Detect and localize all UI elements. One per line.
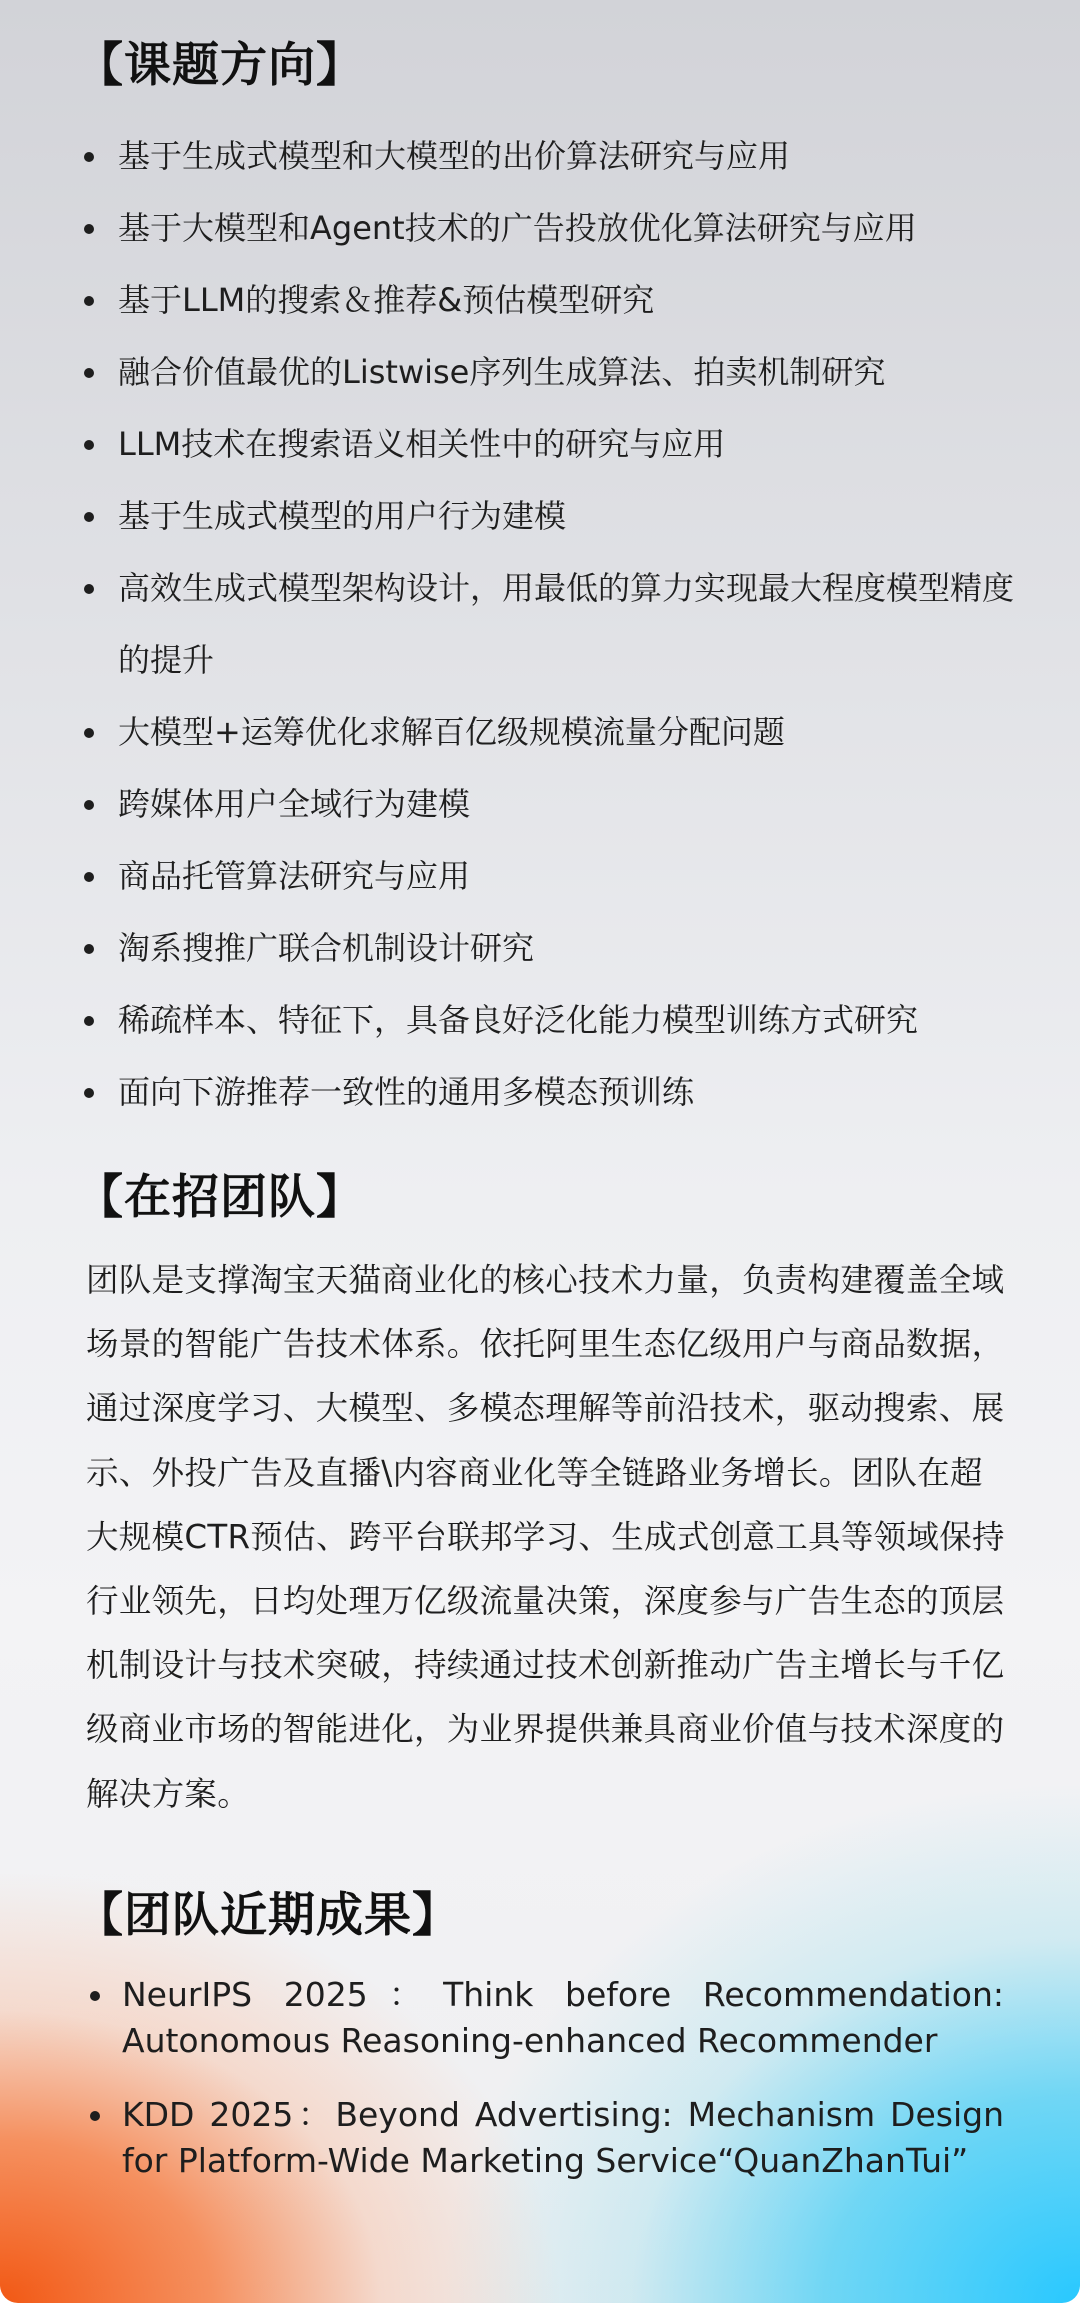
list-item: NeurIPS 2025：Think before Recommendation: Autonomous Reasoning-enhanced Recommender xyxy=(0,1972,1080,2064)
list-item: 高效生成式模型架构设计，用最低的算力实现最大程度模型精度的提升 xyxy=(0,552,1080,696)
list-item: 面向下游推荐一致性的通用多模态预训练 xyxy=(0,1056,1080,1128)
list-item: 淘系搜推广联合机制设计研究 xyxy=(0,912,1080,984)
list-item: 大模型+运筹优化求解百亿级规模流量分配问题 xyxy=(0,696,1080,768)
list-item: 稀疏样本、特征下，具备良好泛化能力模型训练方式研究 xyxy=(0,984,1080,1056)
list-item: LLM技术在搜索语义相关性中的研究与应用 xyxy=(0,408,1080,480)
achievements-list xyxy=(0,1972,1080,2212)
list-item: 跨媒体用户全域行为建模 xyxy=(0,768,1080,840)
team-title: 【在招团队】 xyxy=(76,1170,364,1225)
list-item: KDD 2025：Beyond Advertising: Mechanism Design for Platform-Wide Marketing Service“QuanZhanTui” xyxy=(0,2092,1080,2184)
achievements-title: 【团队近期成果】 xyxy=(76,1888,460,1943)
list-item: 商品托管算法研究与应用 xyxy=(0,840,1080,912)
topics-list xyxy=(0,120,1080,1128)
list-item: 基于生成式模型的用户行为建模 xyxy=(0,480,1080,552)
list-item: 基于大模型和Agent技术的广告投放优化算法研究与应用 xyxy=(0,192,1080,264)
list-item: 基于生成式模型和大模型的出价算法研究与应用 xyxy=(0,120,1080,192)
team-description: 团队是支撑淘宝天猫商业化的核心技术力量，负责构建覆盖全域场景的智能广告技术体系。依托阿里生态亿级用户与商品数据，通过深度学习、大模型、多模态理解等前沿技术，驱动搜索、展示、外投广告及直播\内容商业化等全链路业务增长。团队在超大规模CTR预估、跨平台联邦学习、生成式创意工具等领域保持行业领先，日均处理万亿级流量决策，深度参与广告生态的顶层机制设计与技术突破，持续通过技术创新推动广告主增长与千亿级商业市场的智能进化，为业界提供兼具商业价值与技术深度的解决方案。 xyxy=(86,1261,1005,1813)
list-item: 融合价值最优的Listwise序列生成算法、拍卖机制研究 xyxy=(0,336,1080,408)
topics-title: 【课题方向】 xyxy=(76,38,364,93)
list-item: 基于LLM的搜索＆推荐&预估模型研究 xyxy=(0,264,1080,336)
